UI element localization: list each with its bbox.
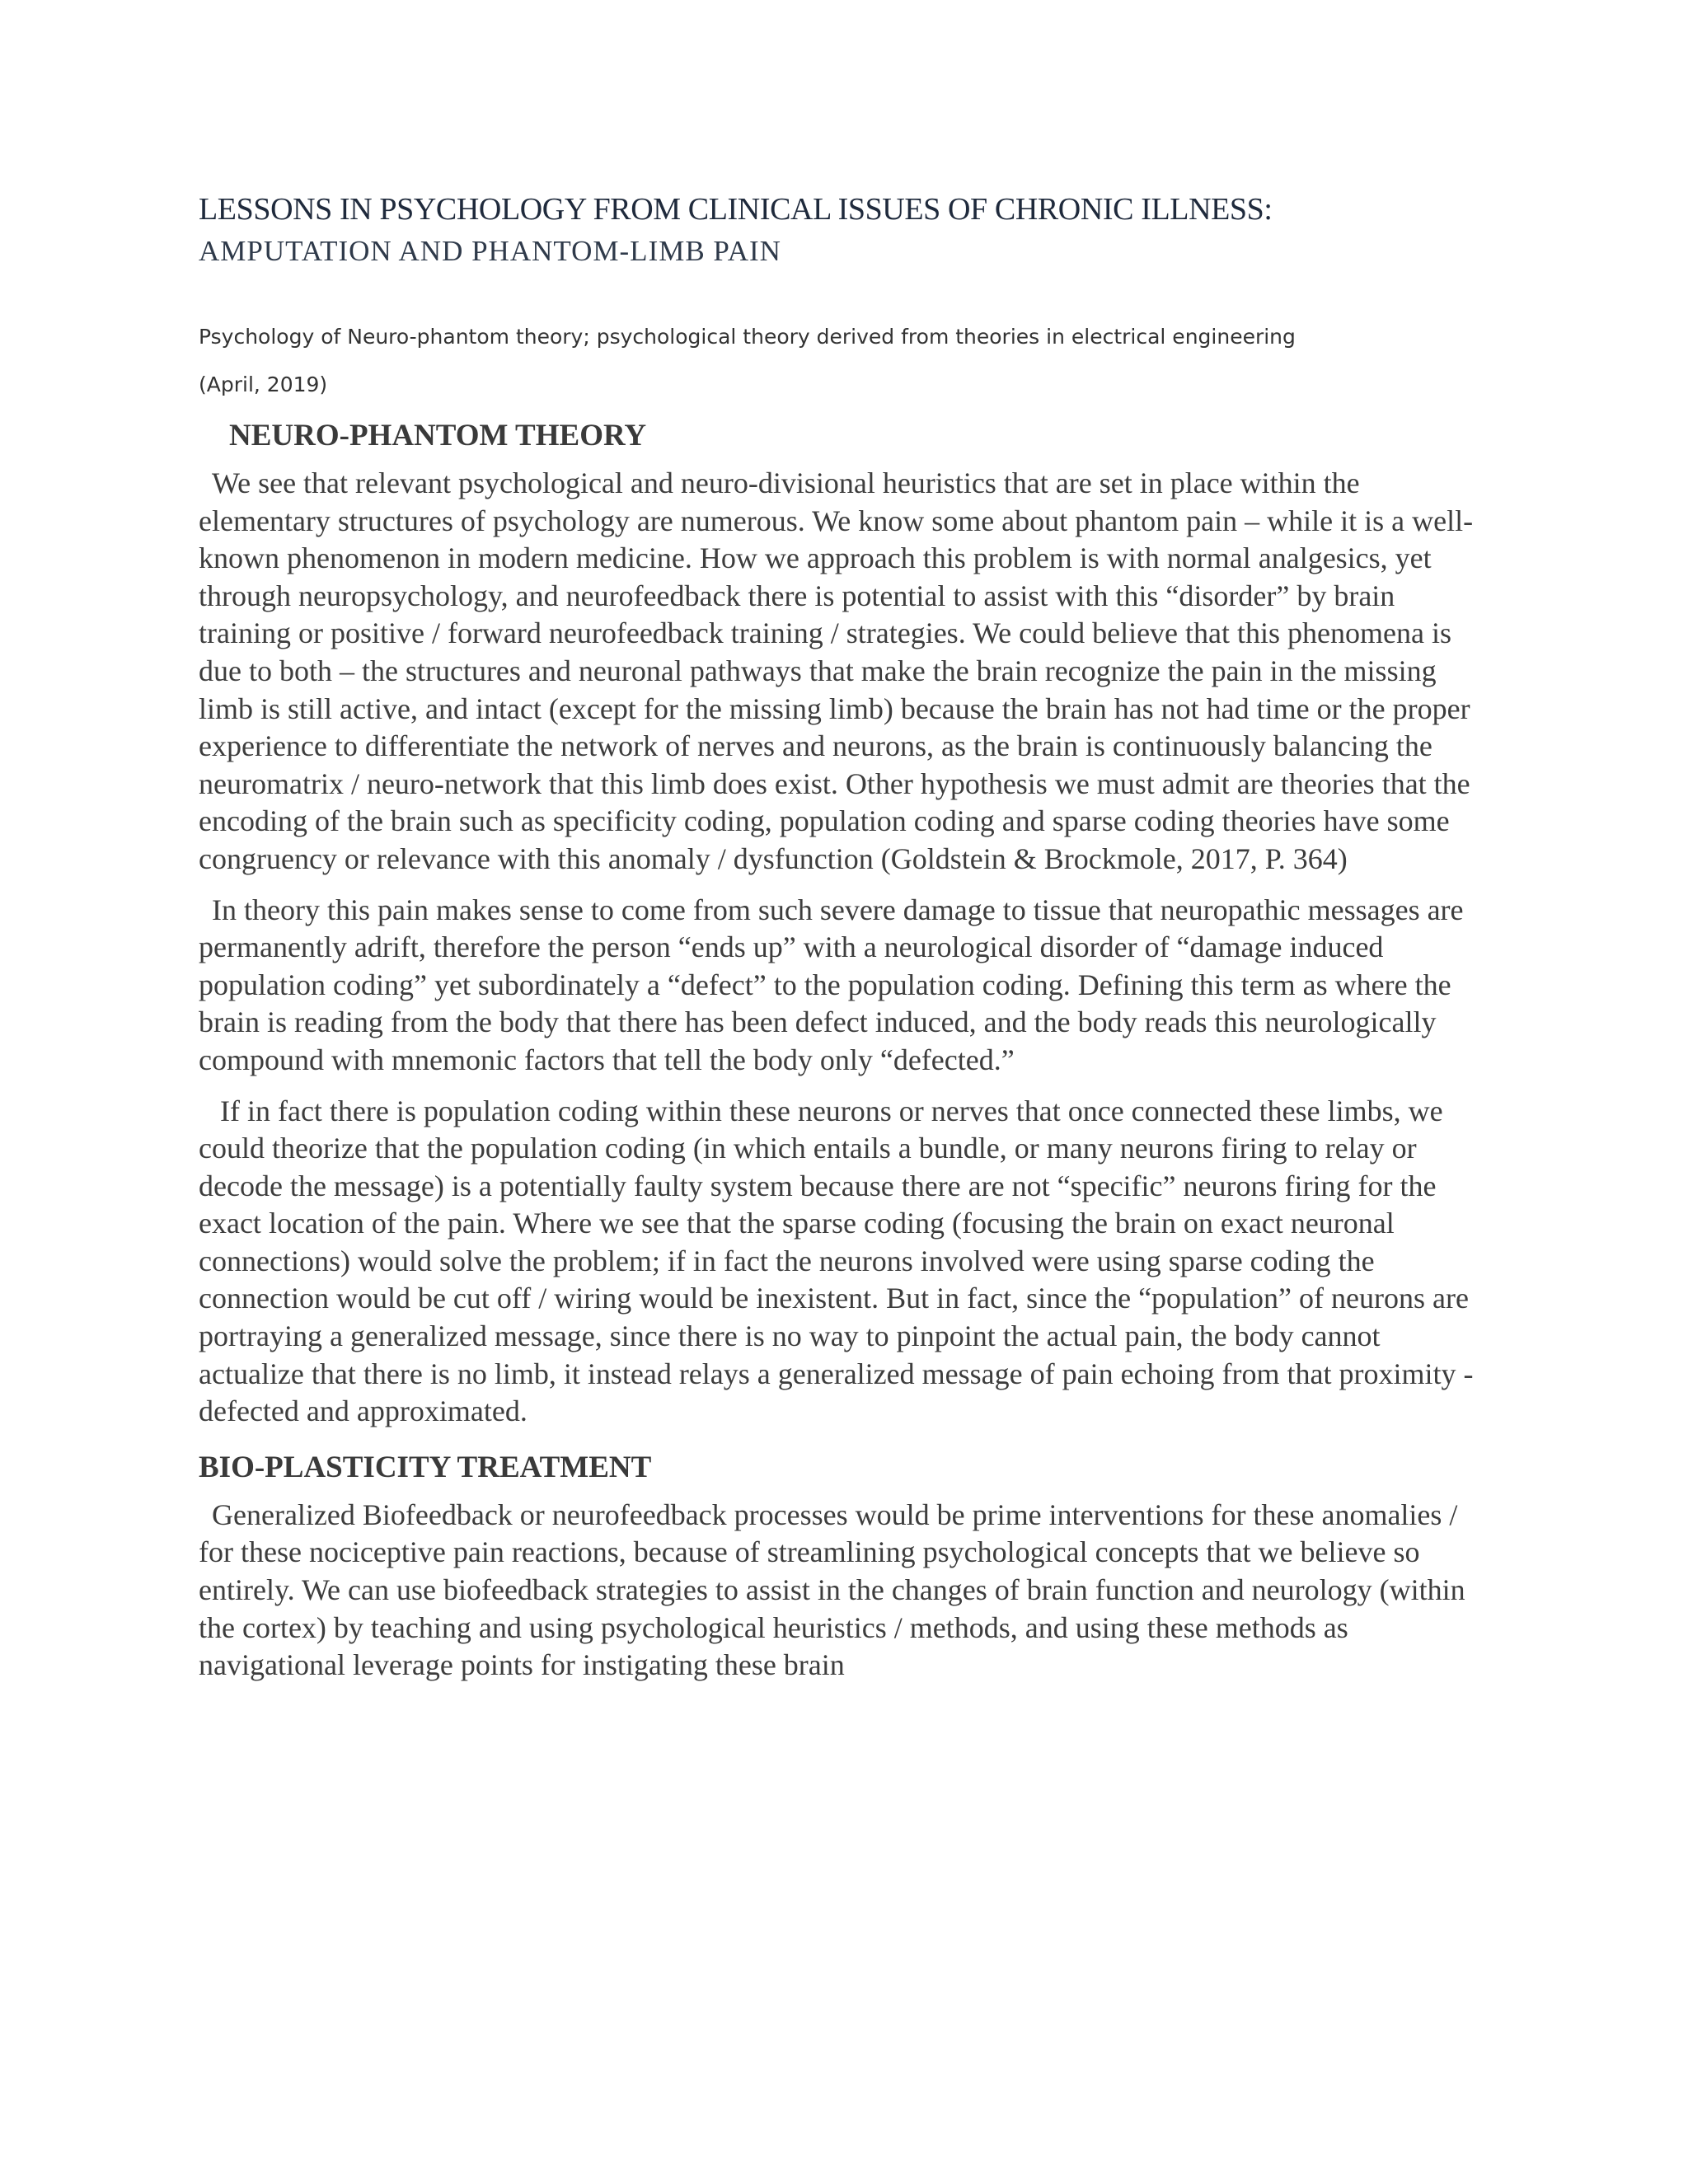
document-title-continued: AMPUTATION AND PHANTOM-LIMB PAIN xyxy=(199,235,781,267)
body-paragraph: Generalized Biofeedback or neurofeedback processes would be prime interventions for these anomalies / for these nociceptive pain reactions, because of streamlining psychological concepts that we believe so entirely. We can use biofeedback strategies to assist in the changes of brain function and neurology (within the cortex) by teaching and using psychological heuristics / methods, and using these methods as navigational leverage points for instigating these brain xyxy=(199,1497,1465,1682)
body-paragraph: In theory this pain makes sense to come from such severe damage to tissue that neuropathic messages are permanently adrift, therefore the person “ends up” with a neurological disorder of “damage induced population coding” yet subordinately a “defect” to the population coding. Defining this term as where the brain is reading from the body that there has been defect induced, and the body reads this neurologically compound with mnemonic factors that tell the body only “defected.” xyxy=(199,893,1464,1076)
document-page xyxy=(199,190,1484,1698)
section-heading-bio-plasticity-treatment: BIO-PLASTICITY TREATMENT xyxy=(199,1450,652,1484)
document-subtitle: Psychology of Neuro-phantom theory; psychological theory derived from theories in electrical engineering xyxy=(199,325,1296,349)
section-heading-neuro-phantom-theory: NEURO-PHANTOM THEORY xyxy=(229,419,647,452)
document-title: LESSONS IN PSYCHOLOGY FROM CLINICAL ISSUES OF CHRONIC ILLNESS: xyxy=(199,192,1273,227)
document-date: (April, 2019) xyxy=(199,373,328,396)
body-paragraph: We see that relevant psychological and neuro-divisional heuristics that are set in place within the elementary structures of psychology are numerous. We know some about phantom pain – while it is a well-known phenomenon in modern medicine. How we approach this problem is with normal analgesics, yet through neuropsychology, and neurofeedback there is potential to assist with this “disorder” by brain training or positive / forward neurofeedback training / strategies. We could believe that this phenomena is due to both – the structures and neuronal pathways that make the brain recognize the pain in the missing limb is still active, and intact (except for the missing limb) because the brain has not had time or the proper experience to differentiate the network of nerves and neurons, as the brain is continuously balancing the neuromatrix / neuro-network that this limb does exist. Other hypothesis we must admit are theories that the encoding of the brain such as specificity coding, population coding and sparse coding theories have some congruency or relevance with this anomaly / dysfunction (Goldstein & Brockmole, 2017, P. 364) xyxy=(199,466,1474,875)
body-paragraph: If in fact there is population coding within these neurons or nerves that once connected these limbs, we could theorize that the population coding (in which entails a bundle, or many neurons firing to relay or decode the message) is a potentially faulty system because there are not “specific” neurons firing for the exact location of the pain. Where we see that the sparse coding (focusing the brain on exact neuronal connections) would solve the problem; if in fact the neurons involved were using sparse coding the connection would be cut off / wiring would be inexistent. But in fact, since the “population” of neurons are portraying a generalized message, since there is no way to pinpoint the actual pain, the body cannot actualize that there is no limb, it instead relays a generalized message of pain echoing from that proximity - defected and approximated. xyxy=(199,1094,1474,1428)
